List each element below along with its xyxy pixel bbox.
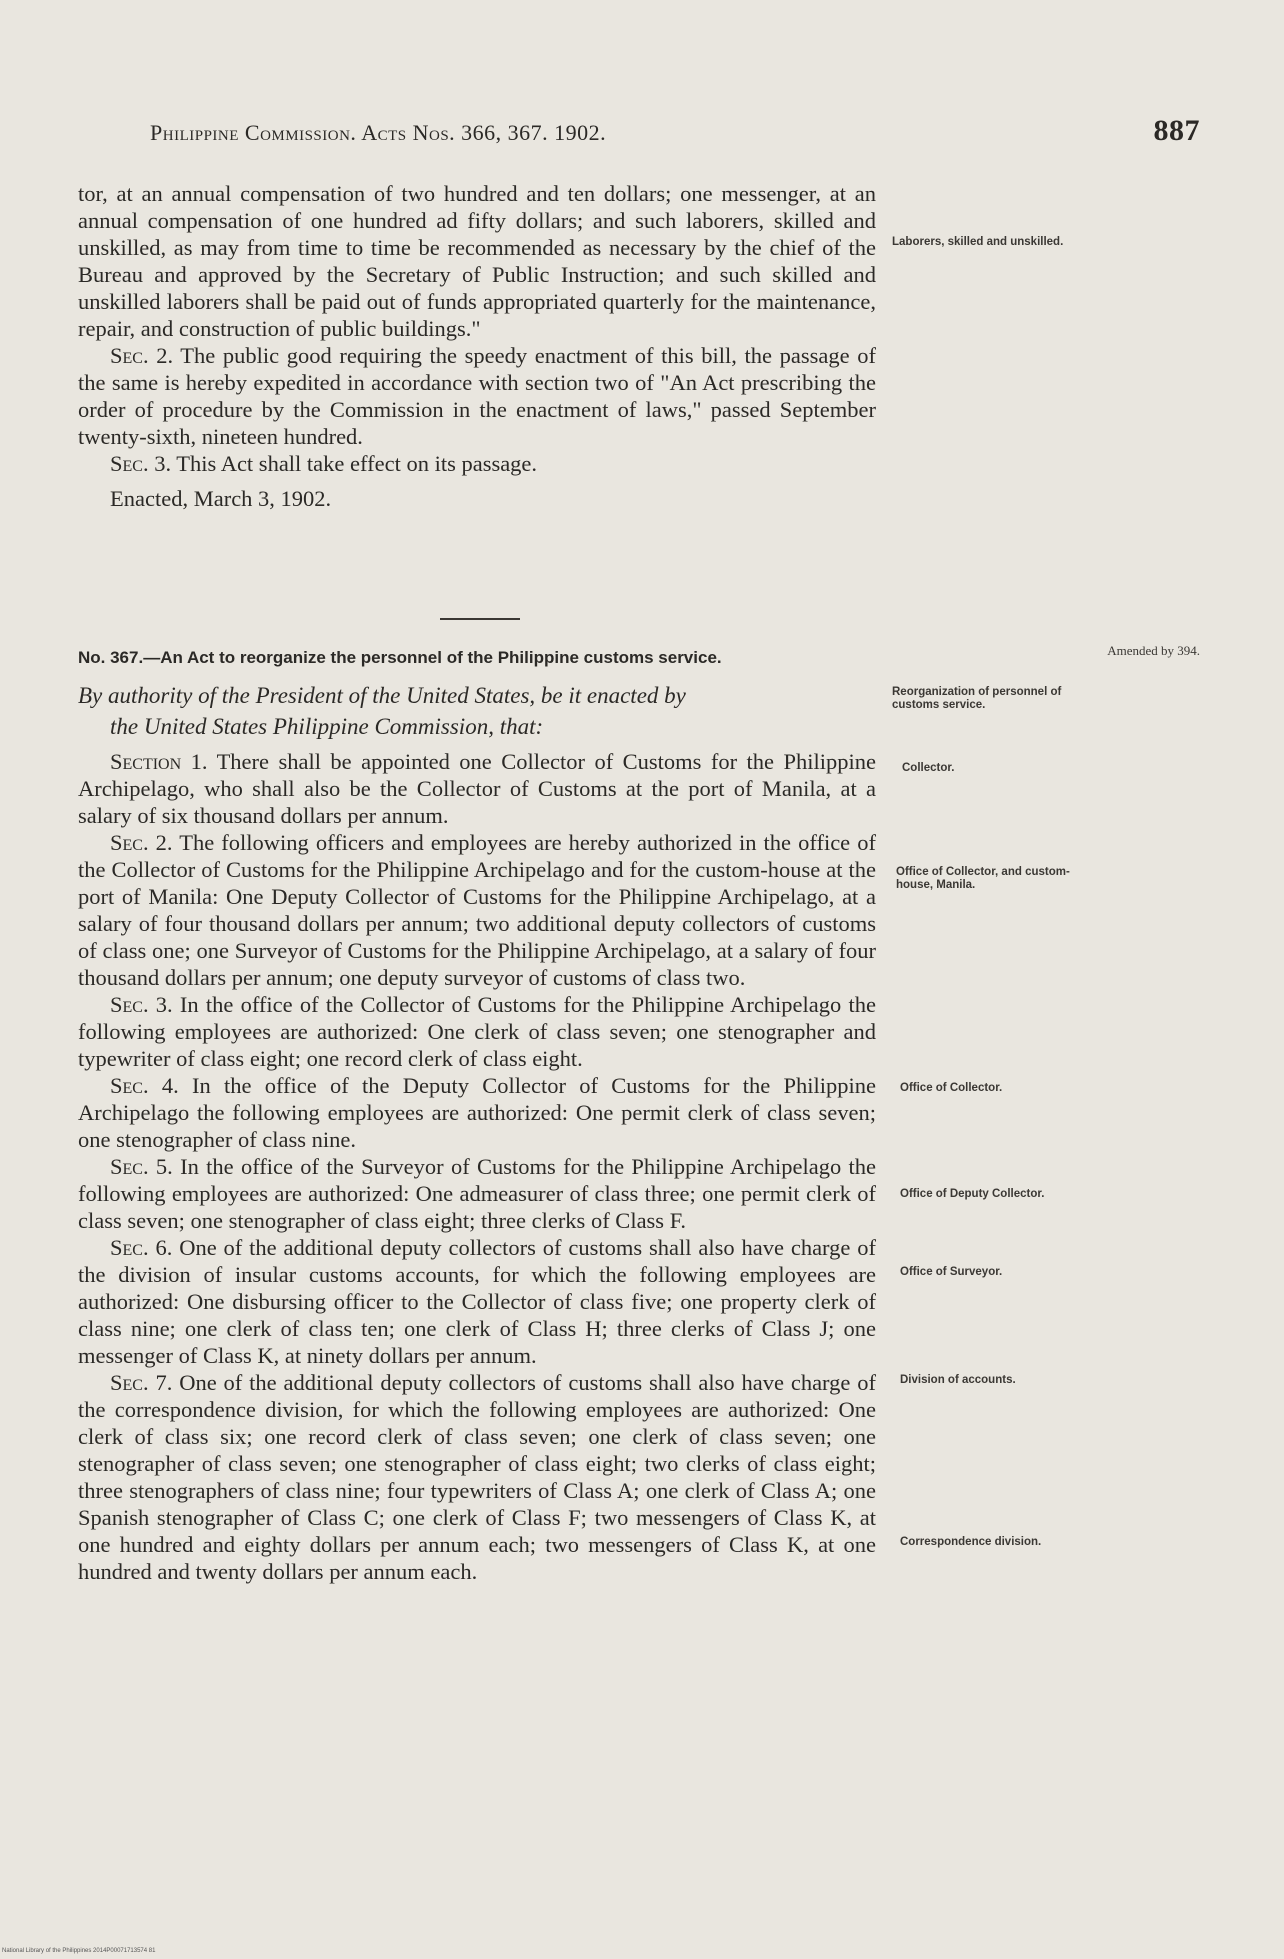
- margin-note-correspondence: Correspondence division.: [900, 1536, 1042, 1548]
- enacting-line-1: By authority of the President of the United States, be it enacted by: [78, 683, 686, 708]
- page-number: 887: [1153, 114, 1200, 147]
- act-366-continuation: [78, 180, 876, 512]
- act-367-title: No. 367.—An Act to reorganize the personnel of the Philippine customs service.: [78, 648, 722, 667]
- margin-note-collector: Collector.: [902, 762, 955, 774]
- margin-note-office-deputy: Office of Deputy Collector.: [900, 1188, 1045, 1200]
- act-367-section-3: [78, 991, 876, 1072]
- section-label: Sec. 2.: [110, 830, 173, 855]
- margin-note-laborers: Laborers, skilled and unskilled.: [892, 236, 1064, 248]
- section-label: Sec. 6.: [110, 1235, 173, 1260]
- act-367-section-5: [78, 1153, 876, 1234]
- margin-note-office-collector: Office of Collector.: [900, 1082, 1003, 1094]
- act-367-section-2: [78, 829, 876, 991]
- section-label: Sec. 2.: [110, 343, 174, 368]
- running-title: Philippine Commission. Acts Nos. 366, 367. 1902.: [150, 120, 607, 145]
- margin-note-amended: Amended by 394.: [1107, 643, 1200, 658]
- act-366-section-3: [78, 450, 876, 477]
- act-367-section-1: [78, 748, 876, 829]
- section-label: Sec. 4.: [110, 1073, 179, 1098]
- section-text: There shall be appointed one Collector of Customs for the Philippine Archipelago, who shall also be the Collector of Customs at the port of Manila, at a salary of six thousand dollars per annum.: [78, 749, 877, 828]
- section-text: One of the additional deputy collectors of customs shall also have charge of the division of insular customs accounts, for which the following employees are authorized: One disbursing officer to the Collector of class five; one property clerk of class nine; one clerk of class ten; one clerk of Class H; three clerks of Class J; one messenger of Class K, at ninety dollars per annum.: [78, 1235, 876, 1368]
- margin-note-division-accounts: Division of accounts.: [900, 1374, 1016, 1386]
- section-text: This Act shall take effect on its passage.: [171, 451, 538, 476]
- act-366-section-2: [78, 342, 876, 450]
- enacting-line-2: the United States Philippine Commission, that:: [110, 714, 544, 739]
- section-text: In the office of the Deputy Collector of Customs for the Philippine Archipelago the following employees are authorized: One permit clerk of class seven; one stenographer of class nine.: [78, 1073, 876, 1152]
- act-367-body: [78, 748, 876, 1585]
- section-label: Section 1.: [110, 749, 208, 774]
- act-366-paragraph: tor, at an annual compensation of two hundred and ten dollars; one messenger, at an annual compensation of one hundred ad fifty dollars; and such laborers, skilled and unskilled, as may from time to time be recommended as necessary by the chief of the Bureau and approved by the Secretary of Public Instruction; and such skilled and unskilled laborers shall be paid out of funds appropriated quarterly for the maintenance, repair, and construction of public buildings.": [78, 181, 876, 341]
- act-367-section-7: [78, 1369, 876, 1585]
- section-text: In the office of the Collector of Customs for the Philippine Archipelago the following employees are authorized: One clerk of class seven; one stenographer and typewriter of class eight; one record clerk of class eight.: [78, 992, 876, 1071]
- section-text: One of the additional deputy collectors of customs shall also have charge of the correspondence division, for which the following employees are authorized: One clerk of class six; one record clerk of class seven; one clerk of class seven; one stenographer of class seven; one stenographer of class eight; two clerks of class eight; three stenographers of class nine; four typewriters of Class A; one clerk of Class A; one Spanish stenographer of Class C; one clerk of Class F; two messengers of Class K, at one hundred and eighty dollars per annum each; two messengers of Class K, at one hundred and twenty dollars per annum each.: [78, 1370, 876, 1584]
- section-text: In the office of the Surveyor of Customs for the Philippine Archipelago the following employees are authorized: One admeasurer of class three; one permit clerk of class seven; one stenographer of class eight; three clerks of Class F.: [78, 1154, 876, 1233]
- margin-note-office-collector-manila: Office of Collector, and custom-house, Manila.: [896, 866, 1070, 891]
- margin-note-reorganization: Reorganization of personnel of customs service.: [892, 686, 1062, 711]
- section-label: Sec. 5.: [110, 1154, 173, 1179]
- act-367-section-4: [78, 1072, 876, 1153]
- section-label: Sec. 7.: [110, 1370, 173, 1395]
- section-text: The public good requiring the speedy enactment of this bill, the passage of the same is hereby expedited in accordance with section two of "An Act prescribing the order of procedure by the Commission in the enactment of laws," passed September twenty-sixth, nineteen hundred.: [78, 343, 876, 449]
- section-divider: [440, 618, 520, 620]
- scan-footer: National Library of the Philippines 2014P00071713574 81: [2, 1948, 156, 1954]
- section-label: Sec. 3.: [110, 451, 172, 476]
- margin-note-office-surveyor: Office of Surveyor.: [900, 1266, 1003, 1278]
- page-header: [150, 114, 1200, 154]
- enacted-date: Enacted, March 3, 1902.: [110, 486, 332, 511]
- section-label: Sec. 3.: [110, 992, 173, 1017]
- act-367-section-6: [78, 1234, 876, 1369]
- enacting-clause: [78, 680, 876, 742]
- section-text: The following officers and employees are hereby authorized in the office of the Collector of Customs for the Philippine Archipelago and for the custom-house at the port of Manila: One Deputy Collector of Customs for the Philippine Archipelago, at a salary of four thousand dollars per annum; two additional deputy collectors of customs of class one; one Surveyor of Customs for the Philippine Archipelago, at a salary of four thousand dollars per annum; one deputy surveyor of customs of class two.: [78, 830, 876, 990]
